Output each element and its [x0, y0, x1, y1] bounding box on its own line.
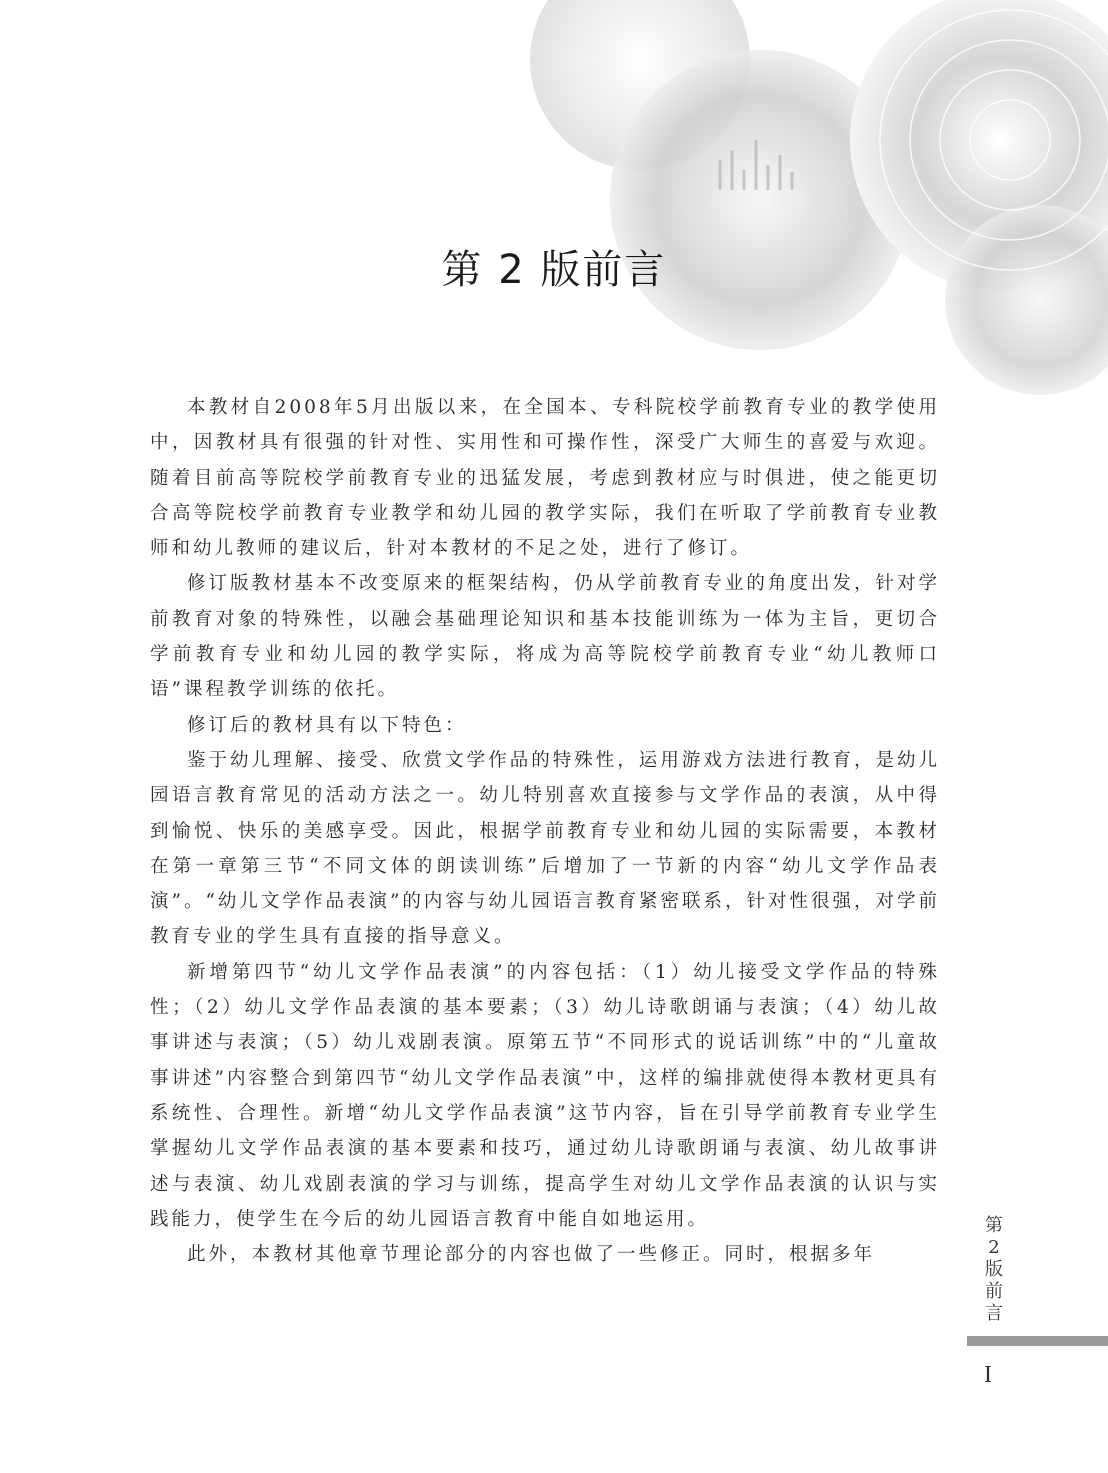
side-title-char: 2	[988, 1237, 1000, 1258]
header-decoration	[0, 0, 1108, 420]
paragraph: 鉴于幼儿理解、接受、欣赏文学作品的特殊性，运用游戏方法进行教育，是幼儿园语言教育常见的活动方法之一。幼儿特别喜欢直接参与文学作品的表演，从中得到愉悦、快乐的美感享受。因此，根据学前教育专业和幼儿园的实际需要，本教材在第一章第三节“不同文体的朗读训练”后增加了一节新的内容“幼儿文学作品表演”。“幼儿文学作品表演”的内容与幼儿园语言教育紧密联系，针对性很强，对学前教育专业的学生具有直接的指导意义。	[150, 749, 940, 948]
side-title-char: 第	[985, 1215, 1003, 1236]
page-title: 第 2 版前言	[441, 247, 667, 293]
side-title-char: 版	[985, 1259, 1003, 1280]
paragraph: 此外，本教材其他章节理论部分的内容也做了一些修正。同时，根据多年	[187, 1244, 876, 1266]
side-title-char: 言	[985, 1303, 1003, 1324]
paragraph: 修订后的教材具有以下特色：	[187, 714, 467, 736]
page-number: I	[984, 1362, 992, 1388]
paragraph: 本教材自2008年5月出版以来，在全国本、专科院校学前教育专业的教学使用中，因教材具有很强的针对性、实用性和可操作性，深受广大师生的喜爱与欢迎。随着目前高等院校学前教育专业的迅猛发展，考虑到教材应与时俱进，使之能更切合高等院校学前教育专业教学和幼儿园的教学实际，我们在听取了学前教育专业教师和幼儿教师的建议后，针对本教材的不足之处，进行了修订。	[150, 397, 940, 560]
paragraph: 新增第四节“幼儿文学作品表演”的内容包括：（1）幼儿接受文学作品的特殊性；（2）幼儿文学作品表演的基本要素；（3）幼儿诗歌朗诵与表演；（4）幼儿故事讲述与表演；（5）幼儿戏剧表演。原第五节“不同形式的说话训练”中的“儿童故事讲述”内容整合到第四节“幼儿文学作品表演”中，这样的编排就使得本教材更具有系统性、合理性。新增“幼儿文学作品表演”这节内容，旨在引导学前教育专业学生掌握幼儿文学作品表演的基本要素和技巧，通过幼儿诗歌朗诵与表演、幼儿故事讲述与表演、幼儿戏剧表演的学习与训练，提高学生对幼儿文学作品表演的认识与实践能力，使学生在今后的幼儿园语言教育中能自如地运用。	[150, 961, 940, 1230]
paragraph: 修订版教材基本不改变原来的框架结构，仍从学前教育专业的角度出发，针对学前教育对象的特殊性，以融会基础理论知识和基本技能训练为一体为主旨，更切合学前教育专业和幼儿园的教学实际，将成为高等院校学前教育专业“幼儿教师口语”课程教学训练的依托。	[150, 573, 940, 701]
side-title-char: 前	[985, 1281, 1003, 1302]
body-text	[150, 390, 940, 1272]
side-running-title	[982, 1215, 1006, 1325]
side-divider-bar	[967, 1336, 1108, 1346]
